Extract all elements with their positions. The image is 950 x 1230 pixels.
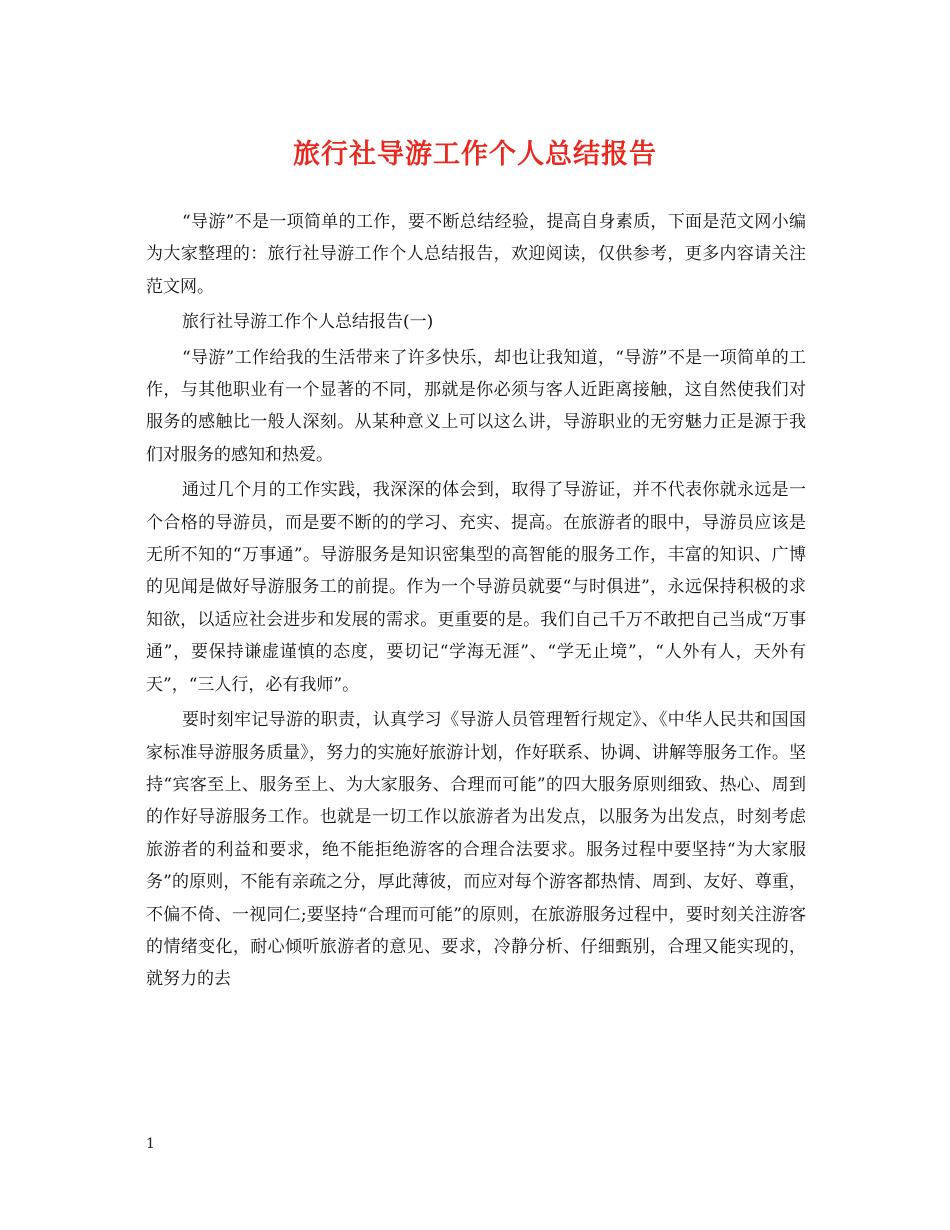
body-paragraph: “导游”工作给我的生活带来了许多快乐，却也让我知道，“导游”不是一项简单的工作，与其他职业有一个显著的不同，那就是你必须与客人近距离接触，这自然使我们对服务的感触比一般人深刻。从某种意义上可以这么讲，导游职业的无穷魅力正是源于我们对服务的感知和热爱。 [146, 347, 806, 465]
page-number: 1 [146, 1136, 155, 1152]
document-body [146, 206, 806, 999]
body-paragraph: 通过几个月的工作实践，我深深的体会到，取得了导游证，并不代表你就永远是一个合格的导游员，而是要不断的的学习、充实、提高。在旅游者的眼中，导游员应该是无所不知的“万事通”。导游服务是知识密集型的高智能的服务工作，丰富的知识、广博的见闻是做好导游服务工的前提。作为一个导游员就要“与时俱进”，永远保持积极的求知欲，以适应社会进步和发展的需求。更重要的是。我们自己千万不敢把自己当成“万事通”，要保持谦虚谨慎的态度，要切记“学海无涯”、“学无止境”，“人外有人，天外有天”，“三人行，必有我师”。 [146, 480, 806, 695]
page-title: 旅行社导游工作个人总结报告 [293, 139, 657, 170]
section-heading: 旅行社导游工作个人总结报告(一) [182, 312, 434, 333]
body-paragraph: 要时刻牢记导游的职责，认真学习《导游人员管理暂行规定》、《中华人民共和国国家标准导游服务质量》，努力的实施好旅游计划，作好联系、协调、讲解等服务工作。坚持“宾客至上、服务至上、为大家服务、合理而可能”的四大服务原则细致、热心、周到的作好导游服务工作。也就是一切工作以旅游者为出发点，以服务为出发点，时刻考虑旅游者的利益和要求，绝不能拒绝游客的合理合法要求。服务过程中要坚持“为大家服务”的原则，不能有亲疏之分，厚此薄彼，而应对每个游客都热情、周到、友好、尊重，不偏不倚、一视同仁;要坚持“合理而可能”的原则，在旅游服务过程中，要时刻关注游客的情绪变化，耐心倾听旅游者的意见、要求，冷静分析、仔细甄别，合理又能实现的，就努力的去 [146, 710, 806, 990]
intro-paragraph: “导游”不是一项简单的工作，要不断总结经验，提高自身素质，下面是范文网小编为大家整理的：旅行社导游工作个人总结报告，欢迎阅读，仅供参考，更多内容请关注范文网。 [146, 212, 806, 297]
